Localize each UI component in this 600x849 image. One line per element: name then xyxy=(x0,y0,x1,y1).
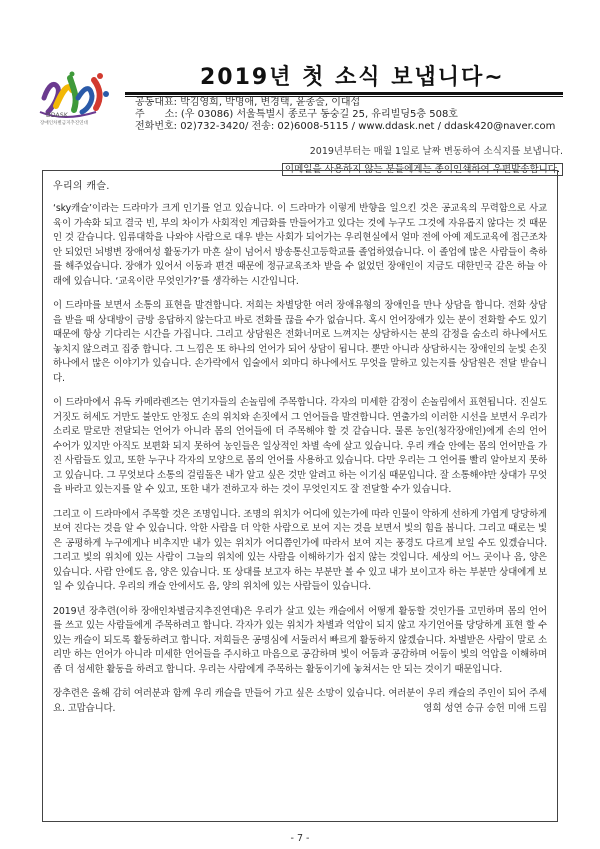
article-paragraph: 그리고 이 드라마에서 주목할 것은 조명입니다. 조명의 위치가 어디에 있는가에 따라 인물이 악하게 선하게 가엽게 당당하게 보여 진다는 것을 알 수 있습니다. 악한 사람을 더 악한 사람으로 보여 지는 것을 보면서 빛의 힘을 봅니다. 그리고 때로는 빛은 공평하게 누구에게나 비추지만 내가 있는 위치가 어디쯤인가에 따라서 보여 지는 풍경도 다르게 보일 수도 있겠습니다. 그리고 빛의 위치에 있는 사람이 그늘의 위치에 있는 사람을 이해하기가 쉽지 않는 것입니다. 세상의 어느 곳이나 음, 양은 있습니다. 사람 안에도 음, 양은 있습니다. 또 상대를 보고자 하는 부분만 볼 수 있고 내가 보이고자 하는 부분만 상대에게 보일 수 있습니다. 우리의 캐슬 안에서도 음, 양의 위치에 있는 사람들이 있습니다. xyxy=(53,508,547,592)
notice-postal: 이메일을 사용하지 않는 분들에게는 종이인쇄하여 우편발송합니다. xyxy=(282,163,563,176)
logo-dot-blue xyxy=(103,91,109,97)
organization-info xyxy=(135,97,555,133)
article-paragraph: ‘sky캐슬’이라는 드라마가 크게 인기를 얻고 있습니다. 이 드라마가 이렇게 반향을 일으킨 것은 공교육의 무력함으로 사교육이 가속화 되고 결국 빈, 부의 차이가 사회적인 계급화를 만들어가고 있다는 것에 누구도 그것에 자유롭지 않다는 것 때문인 것 같습니다. 입류대학을 나와야 사람으로 대우 받는 사회가 되어가는 우리현실에서 얼마 전에 아예 제도교육에 접근조차 안 되었던 뇌병변 장애여성 활동가가 마흔 살이 넘어서 방송통신고등학교를 졸업하였습니다. 이 졸업에 많은 사람들이 축하를 해주었습니다. 장애가 있어서 이동과 편견 때문에 정규교육조차 받을 수 없었던 장애인이 지금도 대한민국 같은 하늘 아래에 있습니다. ‘교육이란 무엇인가?’를 생각하는 시간입니다. xyxy=(53,203,547,287)
newsletter-title: 2019년 첫 소식 보냅니다~ xyxy=(200,65,505,90)
article-heading: 우리의 캐슬. xyxy=(53,181,110,192)
info-address: 주 소: (우 03086) 서울특별시 종로구 동숭길 25, 유리빌딩5층 508호 xyxy=(135,109,458,120)
notice-date-change: 2019년부터는 매월 1일로 날짜 변동하여 소식지를 보냅니다. xyxy=(309,146,563,157)
article-paragraph: 이 드라마에서 유독 카메라렌즈는 연기자들의 손놀림에 주목합니다. 각자의 미세한 감정이 손놀림에서 표현됩니다. 진실도 거짓도 허세도 거만도 불안도 안정도 손의 위치와 손짓에서 그 언어들을 발견합니다. 연출가의 이러한 시선을 보면서 우리가 소리로 말로만 전달되는 언어가 아니라 몸의 언어들에 더 주목해야 할 것 같습니다. 물론 농인(청각장애인)에게 손의 언어 수어가 있지만 아직도 보편화 되지 못하여 농인들은 일상적인 차별 속에 살고 있습니다. 우리 캐슬 안에는 몸의 언어만을 가진 사람들도 있고, 또한 누구나 각자의 모양으로 몸의 언어를 사용하고 있습니다. 다만 우리는 그 언어를 빨리 알아보지 못하고 있습니다. 그 무엇보다 소통의 걸림돌은 내가 알고 싶은 것만 알려고 하는 이기심 때문입니다. 잘 소통해야만 상대가 무엇을 바라고 있는지를 알 수 있고, 또한 내가 전하고자 하는 것이 무엇인지도 잘 전달할 수가 있습니다. xyxy=(53,397,547,495)
article-paragraph: 2019년 장추련(이하 장애인차별금지추진연대)은 우리가 살고 있는 캐슬에서 어떻게 활동할 것인가를 고민하며 몸의 언어를 쓰고 있는 사람들에게 주목하려고 합니다. 각자가 있는 위치가 차별과 억압이 되지 않고 자기언어를 당당하게 표현 할 수 있는 캐슬이 되도록 활동하려고 합니다. 저희들은 공명심에 서둘러서 빠르게 활동하지 않겠습니다. 차별받은 사람이 말로 소리만 하는 언어가 아니라 미세한 언어들을 주시하고 마음으로 공감하며 빛이 어둠과 공감하며 어둠이 빛의 억압을 이해하며 좀 더 섬세한 활동을 하려고 합니다. 우리는 사람에게 주목하는 활동이기에 놓쳐서는 안 되는 것이기 때문입니다. xyxy=(53,605,547,675)
logo-figure-green xyxy=(70,78,76,110)
logo-wordmark: DDASK xyxy=(46,112,68,119)
info-representatives: 공동대표: 박김영희, 박명애, 변경택, 윤종술, 이대섭 xyxy=(135,97,361,108)
article-paragraph: 이 드라마를 보면서 소통의 표현을 발견합니다. 저희는 차별당한 여러 장애유형의 장애인을 만나 상담을 합니다. 전화 상담을 받을 때 상대방이 금방 응답하지 않는다고 바로 전화를 끊을 수가 없습니다. 혹시 언어장애가 있는 분이 전화할 수도 있기 때문에 항상 기다리는 시간을 가집니다. 그리고 상담원은 전화너머로 느껴지는 상담하시는 분의 감정을 숨소리 하나에서도 놓치지 않으려고 집중 합니다. 그 느낌은 또 하나의 언어가 되어 상담이 됩니다. 뿐만 아니라 상담하시는 장애인의 눈빛 손짓 하나에서 많은 이야기가 있습니다. 손가락에서 입술에서 외마디 하나에서도 무엇을 말하고 있는지를 상담원은 전달 받습니다. xyxy=(53,300,547,384)
logo-figure-blue xyxy=(78,89,92,112)
logo-figure-red xyxy=(94,80,100,108)
logo-org-name: 장애인차별금지추진연대 xyxy=(40,121,88,126)
title-rule-thick xyxy=(125,92,563,95)
logo-dot-green xyxy=(70,72,75,77)
article-closing-paragraph: 장추련은 올해 감히 여러분과 함께 우리 캐슬을 만들어 가고 싶은 소망이 있습니다. 여러분이 우리 캐슬의 주인이 되어 주세요. 고맙습니다. xyxy=(53,688,547,714)
logo-dot-red xyxy=(97,73,103,79)
article-box xyxy=(42,170,558,822)
info-contact: 전화번호: 02)732-3420/ 전송: 02)6008-5115 / www.ddask.net / ddask420@naver.com xyxy=(135,121,556,132)
article-signature: 영희 성연 승규 승헌 미애 드림 xyxy=(423,703,547,714)
page-number: - 7 - xyxy=(290,833,310,844)
